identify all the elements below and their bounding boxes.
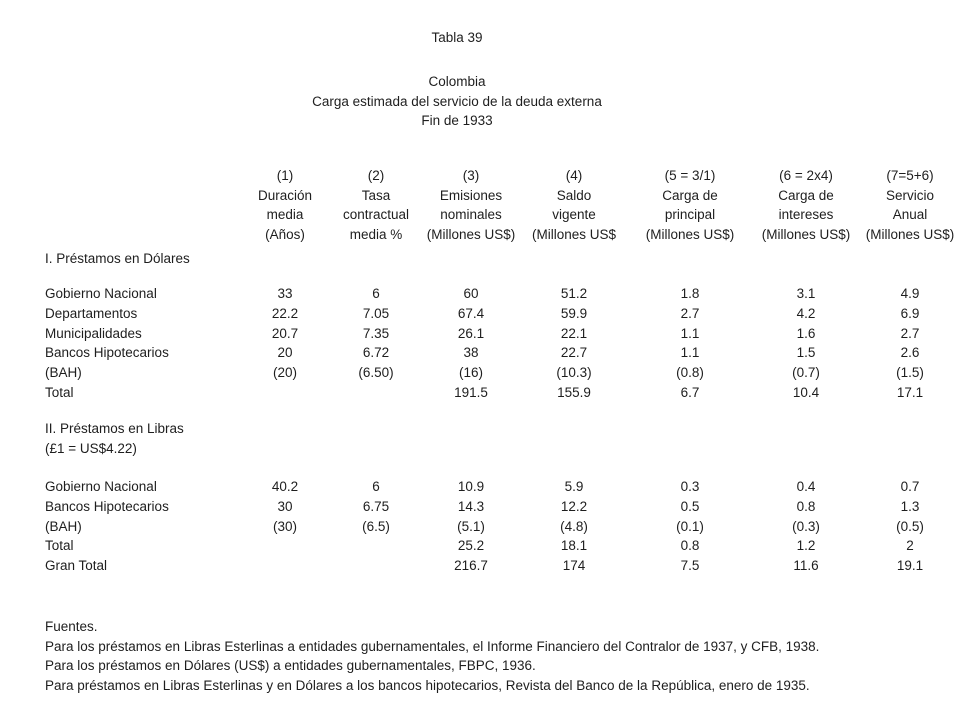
column-number: (7=5+6) [886, 168, 934, 183]
cell [330, 383, 422, 403]
column-label-line: Tasa [361, 187, 391, 203]
table-row [0, 304, 960, 324]
table-row [0, 284, 960, 304]
cell: 7.05 [362, 305, 390, 321]
cell: 67.4 [457, 305, 485, 321]
row-label: Total [45, 384, 74, 400]
cell: 60 [463, 286, 479, 301]
cell: 216.7 [454, 558, 488, 574]
column-label-line: Emisiones [439, 187, 503, 203]
cell [330, 556, 422, 576]
table-period: Fin de 1933 [421, 113, 493, 129]
cell [240, 383, 330, 403]
cell: 191.5 [454, 384, 488, 400]
column-label-line: media % [349, 227, 403, 243]
cell: 30 [277, 498, 293, 514]
column-header-4 [520, 166, 628, 245]
cell: 6.72 [362, 345, 390, 361]
source-line: Para préstamos en Libras Esterlinas y en Dólares a los bancos hipotecarios, Revista del Banco de la República, enero de 1935. [45, 677, 810, 693]
column-header-7 [860, 166, 960, 245]
column-label-line: (Millones US$) [426, 227, 516, 243]
column-label-line: (Millones US$) [865, 227, 955, 243]
cell: 0.4 [796, 479, 816, 494]
cell [240, 536, 330, 556]
cell: 1.2 [796, 538, 816, 554]
table-number: Tabla 39 [431, 30, 483, 45]
column-header-6 [752, 166, 860, 245]
sources-heading: Fuentes. [45, 619, 98, 634]
row-label: Bancos Hipotecarios [45, 345, 169, 361]
column-label-line: nominales [440, 207, 502, 223]
table-subtitle: Carga estimada del servicio de la deuda externa [312, 93, 602, 109]
cell: (1.5) [896, 365, 924, 381]
cell: (20) [272, 365, 297, 381]
cell: (16) [458, 365, 483, 381]
row-label: Municipalidades [45, 325, 142, 341]
cell: (4.8) [560, 518, 588, 534]
cell: 0.8 [796, 498, 816, 514]
column-number: (1) [276, 168, 294, 183]
table-row [0, 324, 960, 344]
cell: 1.1 [680, 345, 700, 361]
column-label-line: Servicio [885, 187, 934, 203]
cell: 33 [277, 286, 293, 301]
column-label-line: principal [664, 207, 716, 223]
row-label: Total [45, 538, 74, 554]
cell: 155.9 [557, 384, 591, 400]
cell: 4.2 [796, 305, 816, 321]
cell: 10.4 [792, 384, 820, 400]
cell: 174 [562, 558, 586, 574]
cell: 26.1 [457, 325, 485, 341]
table-country: Colombia [428, 74, 486, 89]
source-line: Para los préstamos en Libras Esterlinas a entidades gubernamentales, el Informe Financiero del Contralor de 1937, y CFB, 1938. [45, 638, 820, 654]
table-row [0, 363, 960, 383]
cell: 0.5 [680, 498, 700, 514]
cell: (0.3) [792, 518, 820, 534]
column-header-2 [330, 166, 422, 245]
cell: 22.7 [560, 345, 588, 361]
row-label: Gobierno Nacional [45, 286, 157, 301]
column-header-3 [422, 166, 520, 245]
column-label-line: (Millones US$) [645, 227, 735, 243]
column-label-line: Carga de [778, 187, 834, 203]
cell: (6.50) [358, 365, 394, 381]
row-label: Gran Total [45, 558, 108, 574]
cell: 59.9 [560, 305, 588, 321]
cell: (0.8) [676, 365, 704, 381]
column-label-line: Saldo [556, 187, 592, 203]
column-label-line: (Años) [265, 227, 305, 243]
cell: 1.6 [796, 325, 816, 341]
column-number: (4) [565, 168, 583, 183]
cell: 2.7 [900, 325, 920, 341]
source-line: Para los préstamos en Dólares (US$) a entidades gubernamentales, FBPC, 1936. [45, 658, 536, 674]
cell [330, 536, 422, 556]
column-number: (5 = 3/1) [664, 168, 716, 183]
table-row [0, 497, 960, 517]
cell: 51.2 [560, 286, 588, 301]
table-row [0, 343, 960, 363]
table-row-grand-total [0, 556, 960, 576]
cell: 2.7 [680, 305, 700, 321]
section-heading-dollars: I. Préstamos en Dólares [45, 251, 190, 266]
cell: 5.9 [564, 479, 584, 494]
cell: (6.5) [362, 518, 390, 534]
column-label-line: media [266, 207, 304, 223]
cell: 14.3 [457, 498, 485, 514]
cell: 12.2 [560, 498, 588, 514]
cell: 0.8 [680, 538, 700, 554]
cell: (10.3) [556, 365, 592, 381]
exchange-rate-note: (£1 = US$4.22) [45, 440, 137, 456]
column-label-line: intereses [778, 207, 834, 223]
section-dollars-rows [0, 284, 960, 403]
row-label: Bancos Hipotecarios [45, 498, 169, 514]
cell: 19.1 [896, 558, 924, 574]
table-row-total [0, 383, 960, 403]
column-label-line: (Millones US$ [531, 227, 617, 243]
column-number: (2) [367, 168, 385, 183]
cell: 40.2 [271, 479, 299, 494]
cell: 38 [463, 345, 479, 361]
cell: 25.2 [457, 538, 485, 554]
header-spacer [0, 166, 240, 245]
section-heading-line: II. Préstamos en Libras [45, 421, 184, 436]
cell: 11.6 [793, 558, 819, 574]
cell: 1.5 [796, 345, 816, 361]
cell: 6 [372, 286, 380, 301]
cell: 20.7 [271, 325, 299, 341]
cell: 17.1 [896, 384, 924, 400]
column-header-1 [240, 166, 330, 245]
row-label: (BAH) [45, 365, 82, 381]
cell: 22.2 [271, 305, 299, 321]
cell: 1.1 [680, 325, 700, 341]
table-title-block [0, 72, 914, 131]
cell: 7.35 [362, 325, 390, 341]
column-label-line: Duración [257, 187, 313, 203]
cell: (30) [272, 518, 297, 534]
cell: (5.1) [457, 518, 485, 534]
cell: 6.9 [900, 305, 920, 321]
sources-block [45, 617, 819, 695]
row-label: Gobierno Nacional [45, 479, 157, 494]
cell: 0.7 [900, 479, 920, 494]
table-row-total [0, 536, 960, 556]
cell: (0.7) [792, 365, 820, 381]
column-number: (3) [462, 168, 480, 183]
section-heading-pounds [45, 419, 184, 458]
column-label-line: Carga de [662, 187, 718, 203]
column-headers [0, 166, 960, 245]
cell: 20 [277, 345, 293, 361]
column-number: (6 = 2x4) [779, 168, 833, 183]
cell: 6.75 [362, 498, 390, 514]
column-label-line: contractual [342, 207, 410, 223]
cell: 6 [372, 479, 380, 494]
column-label-line: Anual [892, 207, 928, 223]
cell: 6.7 [680, 384, 700, 400]
column-label-line: (Millones US$) [761, 227, 851, 243]
cell: 18.1 [560, 538, 588, 554]
cell: 3.1 [796, 286, 816, 301]
column-label-line: vigente [552, 207, 596, 223]
cell [240, 556, 330, 576]
cell: 2.6 [900, 345, 920, 361]
cell: (0.1) [676, 518, 704, 534]
cell: (0.5) [896, 518, 924, 534]
row-label: Departamentos [45, 305, 138, 321]
table-row [0, 477, 960, 497]
cell: 10.9 [457, 479, 485, 494]
row-label: (BAH) [45, 518, 82, 534]
cell: 1.3 [900, 498, 920, 514]
cell: 7.5 [680, 558, 700, 574]
section-pounds-rows [0, 477, 960, 576]
cell: 4.9 [900, 286, 920, 301]
cell: 1.8 [680, 286, 700, 301]
table-row [0, 517, 960, 537]
column-header-5 [628, 166, 752, 245]
cell: 22.1 [560, 325, 588, 341]
cell: 0.3 [680, 479, 700, 494]
cell: 2 [906, 538, 914, 554]
